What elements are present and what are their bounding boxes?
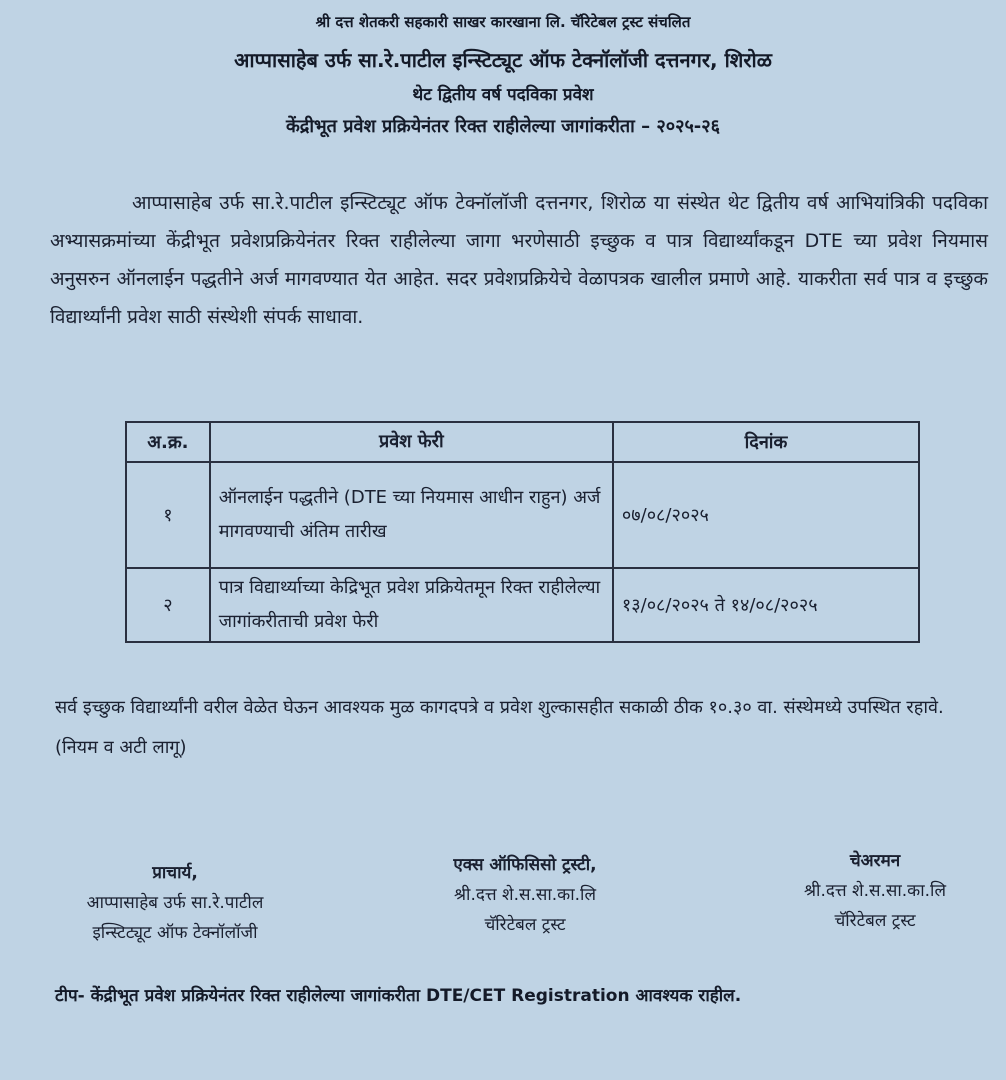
principal-line2: इन्स्टिट्यूट ऑफ टेक्नॉलॉजी <box>92 923 258 943</box>
row-serial: १ <box>126 462 210 568</box>
trustee-title: एक्स ऑफिसिसो ट्रस्टी, <box>453 855 597 875</box>
footer-tip: टीप- केंद्रीभूत प्रवेश प्रक्रियेनंतर रिक्त राहीलेल्या जागांकरीता DTE/CET Registration आवश्यक राहील. <box>55 986 742 1006</box>
trustee-line2: चॅरिटेबल ट्रस्ट <box>484 915 566 935</box>
col-header-date: दिनांक <box>613 422 919 462</box>
row-date: ०७/०८/२०२५ <box>613 462 919 568</box>
notice-subtitle: केंद्रीभूत प्रवेश प्रक्रियेनंतर रिक्त राहीलेल्या जागांकरीता – २०२५-२६ <box>285 116 720 137</box>
row-round: पात्र विद्यार्थ्याच्या केद्रिभूत प्रवेश प्रक्रियेतमून रिक्त राहीलेल्या जागांकरीताची प्रवेश फेरी <box>210 568 613 642</box>
col-header-serial: अ.क्र. <box>126 422 210 462</box>
table-row <box>126 568 919 642</box>
col-header-round: प्रवेश फेरी <box>210 422 613 462</box>
schedule-table <box>125 421 920 643</box>
notice-subject: थेट द्वितीय वर्ष पदविका प्रवेश <box>412 85 594 105</box>
body-paragraph: आप्पासाहेब उर्फ सा.रे.पाटील इन्स्टिट्यूट ऑफ टेक्नॉलॉजी दत्तनगर, शिरोळ या संस्थेत थेट द्वितीय वर्ष आभियांत्रिकी पदविका अभ्यासक्रमांच्या केंद्रीभूत प्रवेशप्रक्रियेनंतर रिक्त राहीलेल्या जागा भरणेसाठी इच्छुक व पात्र विद्यार्थ्यांकडून DTE च्या प्रवेश नियमास अनुसरुन ऑनलाईन पद्धतीने अर्ज मागवण्यात येत आहेत. सदर प्रवेशप्रक्रियेचे वेळापत्रक खालील प्रमाणे आहे. याकरीता सर्व पात्र व इच्छुक विद्यार्थ्यांनी प्रवेश साठी संस्थेशी संपर्क साधावा. <box>50 192 988 328</box>
table-row <box>126 462 919 568</box>
principal-signature <box>50 858 300 948</box>
chairman-line1: श्री.दत्त शे.स.सा.का.लि <box>804 881 946 901</box>
trust-name: श्री दत्त शेतकरी सहकारी साखर कारखाना लि. चॅरिटेबल ट्रस्ट संचलित <box>315 13 691 31</box>
row-serial: २ <box>126 568 210 642</box>
principal-line1: आप्पासाहेब उर्फ सा.रे.पाटील <box>86 893 264 913</box>
trustee-line1: श्री.दत्त शे.स.सा.का.लि <box>454 885 596 905</box>
chairman-line2: चॅरिटेबल ट्रस्ट <box>834 911 916 931</box>
row-date: १३/०८/२०२५ ते १४/०८/२०२५ <box>613 568 919 642</box>
row-round: ऑनलाईन पद्धतीने (DTE च्या नियमास आधीन राहुन) अर्ज मागवण्याची अंतिम तारीख <box>210 462 613 568</box>
chairman-signature <box>760 846 990 936</box>
trustee-signature <box>405 850 645 940</box>
principal-title: प्राचार्य, <box>152 863 198 883</box>
institute-name: आप्पासाहेब उर्फ सा.रे.पाटील इन्स्टिट्यूट ऑफ टेक्नॉलॉजी दत्तनगर, शिरोळ <box>234 48 772 72</box>
chairman-title: चेअरमन <box>849 851 901 871</box>
instruction-note: सर्व इच्छुक विद्यार्थ्यांनी वरील वेळेत घेऊन आवश्यक मुळ कागदपत्रे व प्रवेश शुल्कासहीत सकाळी ठीक १०.३० वा. संस्थेमध्ये उपस्थित रहावे. (नियम व अटी लागू) <box>55 697 944 758</box>
table-header-row <box>126 422 919 462</box>
